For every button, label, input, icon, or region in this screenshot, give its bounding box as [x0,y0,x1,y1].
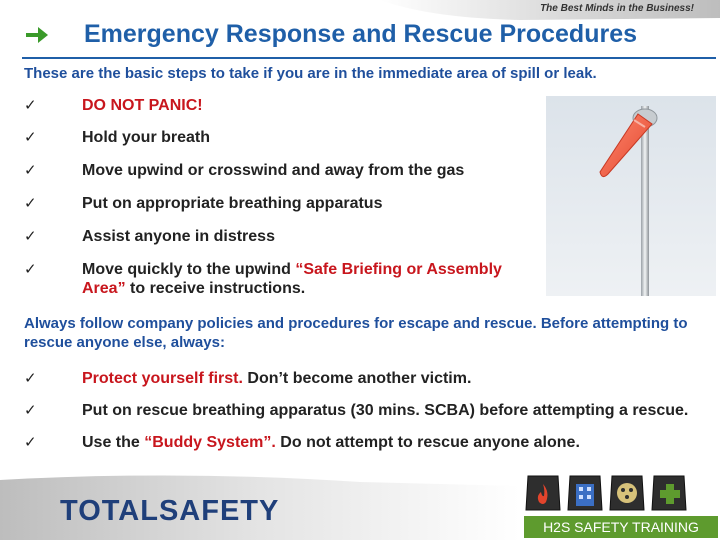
step-text: to receive instructions. [125,280,306,297]
list-item [24,96,544,115]
list-item [24,369,714,388]
list-item [24,227,544,246]
intro-text: These are the basic steps to take if you are in the immediate area of spill or leak. [24,65,597,82]
checkmark-icon: ✓ [24,401,37,419]
list-item [24,433,714,452]
title-divider [22,57,716,59]
arrow-right-icon [24,22,50,48]
checkmark-icon: ✓ [24,260,37,278]
checkmark-icon: ✓ [24,433,37,451]
hazmat-icon [610,476,644,510]
step-text: Use the [82,434,145,451]
checkmark-icon: ✓ [24,227,37,245]
list-item [24,260,544,298]
assembly-area-highlight: “Safe Briefing or Assembly Area” [82,261,502,297]
protect-highlight: Protect yourself first. [82,370,243,387]
rescue-paragraph: Always follow company policies and procedures for escape and rescue. Before attempting to rescue anyone else, always: [24,315,688,351]
step-text: Move quickly to the upwind [82,261,296,278]
tagline-bar [0,0,720,22]
rescue-steps-list [24,369,714,452]
list-item [24,128,544,147]
list-item [24,401,714,420]
tagline: The Best Minds in the Business! [540,3,694,14]
footer-label: H2S SAFETY TRAINING [524,516,718,538]
buddy-system-highlight: “Buddy System”. [144,434,276,451]
checkmark-icon: ✓ [24,194,37,212]
step-text: Don’t become another victim. [242,370,472,387]
checkmark-icon: ✓ [24,161,37,179]
checkmark-icon: ✓ [24,128,37,146]
checkmark-icon: ✓ [24,96,37,114]
steps-list [24,96,544,298]
icon-row [524,470,696,514]
page-title: Emergency Response and Rescue Procedures [84,20,638,48]
step-text: Put on appropriate breathing apparatus [82,195,383,212]
list-item [24,194,544,213]
building-icon [568,476,602,510]
step-text: Assist anyone in distress [82,228,275,245]
step-text: Hold your breath [82,129,211,146]
step-text: Do not attempt to rescue anyone alone. [275,434,580,451]
step-text: Move upwind or crosswind and away from the gas [82,162,465,179]
medical-cross-icon [652,476,686,510]
totalsafety-logo [60,494,294,524]
safety-icons [524,470,696,514]
fire-icon [526,476,560,510]
windsock-image [546,96,716,296]
logo-text: TOTALSAFETY [60,495,280,524]
checkmark-icon: ✓ [24,369,37,387]
step-text: DO NOT PANIC! [82,97,203,114]
list-item [24,161,544,180]
step-text: Put on rescue breathing apparatus (30 mins. SCBA) before attempting a rescue. [82,402,689,419]
